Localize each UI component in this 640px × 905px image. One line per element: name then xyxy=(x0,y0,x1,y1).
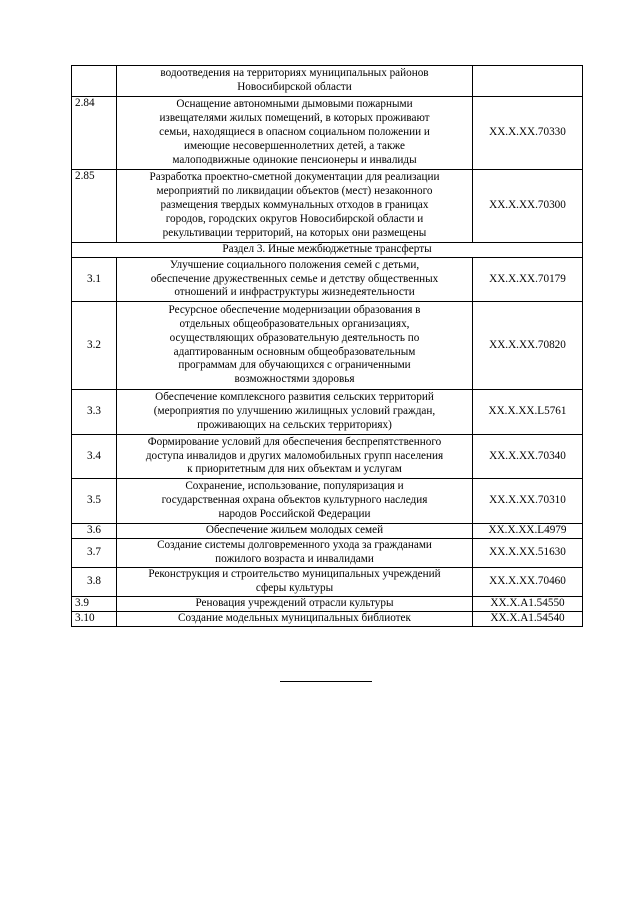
row-number-cell: 3.5 xyxy=(72,479,117,524)
row-title-cell: Реновация учреждений отрасли культуры xyxy=(117,597,473,612)
row-title-cell: Обеспечение комплексного развития сельских территорий (мероприятия по улучшению жилищных условий граждан, проживающих на сельских территориях) xyxy=(117,390,473,435)
row-title-cell: Сохранение, использование, популяризация и государственная охрана объектов культурного наследия народов Российской Федерации xyxy=(117,479,473,524)
row-number-cell: 3.8 xyxy=(72,568,117,597)
row-title-cell: Улучшение социального положения семей с детьми, обеспечение дружественных семье и детству общественных отношений и инфраструктуры жизнедеятельности xyxy=(117,258,473,302)
row-code-cell: XX.X.XX.L4979 xyxy=(473,524,583,539)
table-row xyxy=(72,170,583,243)
row-number-cell: 2.85 xyxy=(72,170,117,243)
table-row xyxy=(72,479,583,524)
row-code-cell: XX.X.XX.70300 xyxy=(473,170,583,243)
table-row xyxy=(72,97,583,170)
row-number-cell: 2.84 xyxy=(72,97,117,170)
table-row xyxy=(72,539,583,568)
table-row xyxy=(72,524,583,539)
row-title-cell: Обеспечение жильем молодых семей xyxy=(117,524,473,539)
section-header-row xyxy=(72,243,583,258)
row-number-cell xyxy=(72,66,117,97)
row-code-cell: XX.X.XX.70179 xyxy=(473,258,583,302)
row-code-cell xyxy=(473,66,583,97)
row-number-cell: 3.3 xyxy=(72,390,117,435)
row-title-cell: Реконструкция и строительство муниципальных учреждений сферы культуры xyxy=(117,568,473,597)
row-number-cell: 3.6 xyxy=(72,524,117,539)
row-code-cell: XX.X.A1.54540 xyxy=(473,612,583,627)
row-number-cell: 3.4 xyxy=(72,435,117,479)
row-number-cell: 3.2 xyxy=(72,302,117,390)
row-number-cell: 3.10 xyxy=(72,612,117,627)
row-code-cell: XX.X.A1.54550 xyxy=(473,597,583,612)
row-title-cell: Оснащение автономными дымовыми пожарными извещателями жилых помещений, в которых проживают семьи, находящиеся в опасном социальном положении и имеющие несовершеннолетних детей, а также малоподвижные одинокие пенсионеры и инвалиды xyxy=(117,97,473,170)
table-row xyxy=(72,66,583,97)
row-title-cell: Формирование условий для обеспечения беспрепятственного доступа инвалидов и других маломобильных групп населения к приоритетным для них объектам и услугам xyxy=(117,435,473,479)
end-of-document-rule xyxy=(280,681,372,682)
row-code-cell: XX.X.XX.70340 xyxy=(473,435,583,479)
row-code-cell: XX.X.XX.70460 xyxy=(473,568,583,597)
table-row xyxy=(72,612,583,627)
table-row xyxy=(72,597,583,612)
budget-classification-table xyxy=(71,65,583,627)
section-title: Раздел 3. Иные межбюджетные трансферты xyxy=(72,243,583,258)
row-title-cell: водоотведения на территориях муниципальных районов Новосибирской области xyxy=(117,66,473,97)
row-title-cell: Ресурсное обеспечение модернизации образования в отдельных общеобразовательных организациях, осуществляющих образовательную деятельность по адаптированным основным общеобразовательным программам для обучающихся с ограниченными возможностями здоровья xyxy=(117,302,473,390)
table-row xyxy=(72,435,583,479)
row-number-cell: 3.7 xyxy=(72,539,117,568)
row-title-cell: Разработка проектно-сметной документации для реализации мероприятий по ликвидации объектов (мест) незаконного размещения твердых коммунальных отходов в границах городов, городских округов Новосибирской области и рекультивации территорий, на которых они размещены xyxy=(117,170,473,243)
row-title-cell: Создание системы долговременного ухода за гражданами пожилого возраста и инвалидами xyxy=(117,539,473,568)
table-row xyxy=(72,302,583,390)
row-code-cell: XX.X.XX.L5761 xyxy=(473,390,583,435)
row-number-cell: 3.1 xyxy=(72,258,117,302)
row-code-cell: XX.X.XX.70330 xyxy=(473,97,583,170)
row-code-cell: XX.X.XX.51630 xyxy=(473,539,583,568)
table-row xyxy=(72,258,583,302)
row-title-cell: Создание модельных муниципальных библиотек xyxy=(117,612,473,627)
row-code-cell: XX.X.XX.70820 xyxy=(473,302,583,390)
row-number-cell: 3.9 xyxy=(72,597,117,612)
table-row xyxy=(72,390,583,435)
table-row xyxy=(72,568,583,597)
row-code-cell: XX.X.XX.70310 xyxy=(473,479,583,524)
